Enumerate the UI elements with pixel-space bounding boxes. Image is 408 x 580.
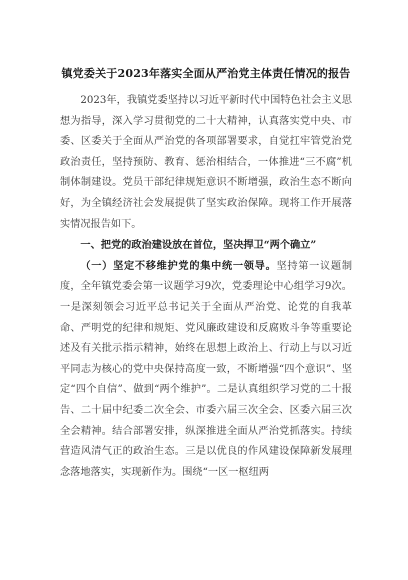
document-title: 镇党委关于2023年落实全面从严治党主体责任情况的报告: [61, 67, 351, 80]
intro-paragraph: 2023年，我镇党委坚持以习近平新时代中国特色社会主义思想为指导，深入学习贯彻党的二十大精神，认真落实党中央、市委、区委关于全面从严治党的各项部署要求，自觉扛牢管党治党政治责任，坚持预防、教育、惩治相结合，一体推进“三不腐”机制体制建设。党员干部纪律规矩意识不断增强，政治生态不断向好，为全镇经济社会发展提供了坚实政治保障。现将工作开展落实情况报告如下。: [60, 95, 352, 230]
subsection-heading: （一）坚定不移维护党的集中统一领导。: [80, 259, 277, 272]
subsection-body: 坚持第一议题制度，全年镇党委会第一议题学习9次，党委理论中心组学习9次。一是深刻领会习近平总书记关于全面从严治党、论党的自我革命、严明党的纪律和规矩、党风廉政建设和反腐败斗争等重要论述及有关批示指示精神，始终在思想上政治上、行动上与以习近平同志为核心的党中央保持高度一致，不断增强“四个意识”、坚定“四个自信”、做到“两个维护”。二是认真组织学习党的二十报告、二十届中纪委二次全会、市委六届三次全会、区委六届三次全会精神。结合部署安排，纵深推进全面从严治党抓落实。持续营造风清气正的政治生态。三是以优良的作风建设保障新发展理念落地落实，实现新作为。围绕“一区一枢纽两: [60, 260, 353, 478]
subsection-paragraph: [60, 256, 352, 484]
section-heading: 一、把党的政治建设放在首位，坚决捍卫“两个确立”: [80, 239, 317, 252]
